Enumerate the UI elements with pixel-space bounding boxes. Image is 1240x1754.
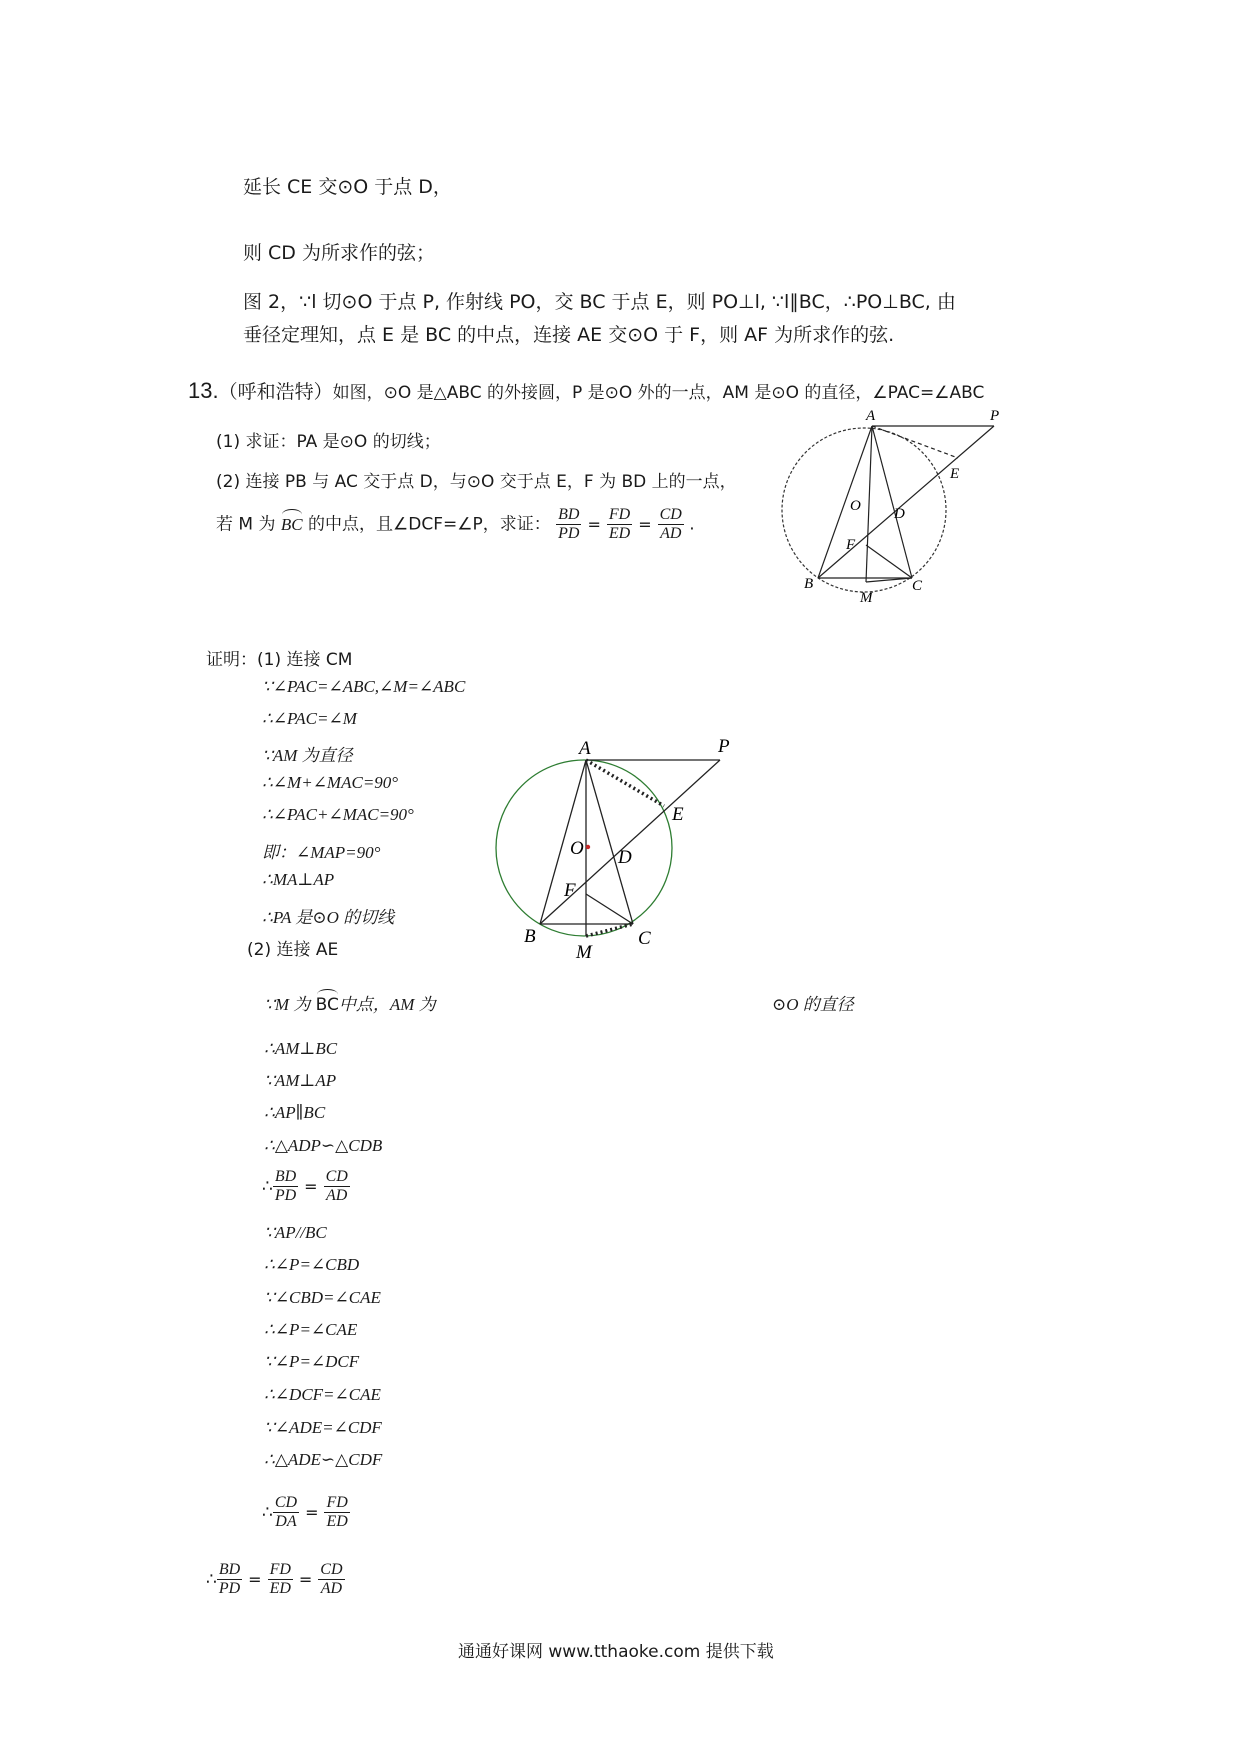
circle-o-green bbox=[496, 760, 672, 936]
part2-prefix: 若 M 为 bbox=[216, 514, 276, 535]
equals-sign: = bbox=[305, 1503, 319, 1522]
fraction-cd-ad: $\frac{CD}{AD}$ bbox=[325, 1168, 348, 1204]
arc-bc: BC bbox=[280, 514, 303, 534]
proof-intro: 证明：(1) 连接 CM bbox=[206, 650, 353, 670]
proof2-ratio-1: ∴ $\frac{BD}{PD}$ = $\frac{CD}{AD}$ bbox=[262, 1168, 348, 1204]
fraction-cd-ad: $\frac{CD}{AD}$ bbox=[320, 1561, 343, 1597]
problem-number: 13. bbox=[188, 378, 219, 403]
text-line-extend-ce: 延长 CE 交⊙O 于点 D， bbox=[243, 176, 452, 198]
label-p: P bbox=[718, 736, 730, 757]
proof-step-5: ∴∠PAC+∠MAC=90° bbox=[262, 805, 414, 824]
proof-step-3: ∵AM 为直径 bbox=[262, 746, 353, 765]
page-footer: 通通好课网 www.tthaoke.com 提供下载 bbox=[458, 1642, 774, 1662]
label-f: F bbox=[564, 880, 576, 901]
proof2-step-10: ∴∠P=∠CAE bbox=[264, 1320, 358, 1339]
proof2-step-2: ∴AM⊥BC bbox=[264, 1039, 338, 1058]
fraction-fd-ed: $\frac{FD}{ED}$ bbox=[326, 1494, 348, 1530]
circle-o-dashed bbox=[782, 428, 946, 592]
problem-source: （呼和浩特） bbox=[218, 381, 333, 403]
fraction-bd-pd: $\frac{BD}{PD}$ bbox=[558, 506, 580, 542]
proof2-step-5: ∴△ADP∽△CDB bbox=[264, 1136, 383, 1155]
proof2-step-13: ∵∠ADE=∠CDF bbox=[264, 1418, 382, 1437]
proof2-step-1: ∵M 为 BC中点，AM 为 bbox=[264, 995, 436, 1015]
segment-am bbox=[866, 426, 872, 582]
proof-step-2: ∴∠PAC=∠M bbox=[262, 709, 357, 728]
fraction-bd-pd: $\frac{BD}{PD}$ bbox=[218, 1561, 241, 1597]
problem-part-2-continued bbox=[216, 506, 695, 543]
proof2-step-1-end: ⊙O 的直径 bbox=[772, 995, 854, 1014]
proof-part-2-intro: (2) 连接 AE bbox=[247, 940, 339, 960]
label-a: A bbox=[866, 408, 876, 424]
text-line-figure2: 图 2，∵l 切⊙O 于点 P, 作射线 PO，交 BC 于点 E，则 PO⊥l, ∵l∥BC，∴PO⊥BC, 由 bbox=[243, 291, 956, 313]
label-o: O bbox=[570, 838, 584, 859]
proof-step-7: ∴MA⊥AP bbox=[262, 870, 335, 889]
proof-conclusion: ∴ $\frac{BD}{PD}$ = $\frac{FD}{ED}$ = $\frac{CD}{AD}$ bbox=[206, 1561, 343, 1597]
proof-step-6: 即：∠MAP=90° bbox=[262, 843, 381, 862]
fraction-cd-da: $\frac{CD}{DA}$ bbox=[274, 1494, 298, 1530]
label-c: C bbox=[638, 928, 651, 949]
fraction-bd-pd: $\frac{BD}{PD}$ bbox=[274, 1168, 297, 1204]
center-dot bbox=[586, 845, 590, 849]
label-d: D bbox=[618, 847, 632, 868]
proof2-step-12: ∴∠DCF=∠CAE bbox=[264, 1385, 381, 1404]
label-e: E bbox=[950, 466, 960, 482]
label-o: O bbox=[850, 498, 861, 514]
problem-figure bbox=[780, 400, 1020, 610]
proof-figure bbox=[490, 730, 750, 960]
proof2-step-9: ∵∠CBD=∠CAE bbox=[264, 1288, 381, 1307]
equals-sign: = bbox=[304, 1177, 318, 1196]
proof-step-1: ∵∠PAC=∠ABC,∠M=∠ABC bbox=[262, 677, 466, 696]
proof2-step-7: ∵AP//BC bbox=[264, 1223, 327, 1242]
part2-end: . bbox=[689, 514, 695, 535]
proof2-step-14: ∴△ADE∽△CDF bbox=[264, 1450, 383, 1469]
text-line-cd-chord: 则 CD 为所求作的弦； bbox=[243, 242, 435, 264]
proof2-step-4: ∴AP∥BC bbox=[264, 1103, 326, 1122]
label-p: P bbox=[990, 408, 1000, 424]
label-m: M bbox=[576, 942, 592, 960]
arc-bc: BC bbox=[315, 995, 339, 1015]
label-a: A bbox=[579, 738, 591, 759]
equals-sign: = bbox=[298, 1570, 313, 1589]
fraction-cd-ad: $\frac{CD}{AD}$ bbox=[659, 506, 682, 542]
problem-statement: 如图，⊙O 是△ABC 的外接圆，P 是⊙O 外的一点，AM 是⊙O 的直径，∠PAC=∠ABC bbox=[332, 383, 985, 403]
fraction-fd-ed: $\frac{FD}{ED}$ bbox=[608, 506, 631, 542]
label-f: F bbox=[846, 537, 856, 553]
segment-mc-dotted bbox=[586, 924, 633, 936]
label-b: B bbox=[804, 576, 814, 592]
proof2-step-11: ∵∠P=∠DCF bbox=[264, 1352, 360, 1371]
problem-part-2: (2) 连接 PB 与 AC 交于点 D，与⊙O 交于点 E，F 为 BD 上的一点， bbox=[216, 472, 737, 492]
label-d: D bbox=[894, 506, 905, 522]
text-line-perpendicular-theorem: 垂径定理知，点 E 是 BC 的中点，连接 AE 交⊙O 于 F，则 AF 为所求作的弦. bbox=[243, 324, 895, 346]
proof2-step-8: ∴∠P=∠CBD bbox=[264, 1255, 360, 1274]
proof2-step-3: ∵AM⊥AP bbox=[264, 1071, 337, 1090]
label-b: B bbox=[524, 926, 536, 947]
equals-sign: = bbox=[587, 515, 601, 534]
label-c: C bbox=[912, 578, 923, 594]
equals-sign: = bbox=[638, 515, 652, 534]
proof2-ratio-2: ∴ $\frac{CD}{DA}$ = $\frac{FD}{ED}$ bbox=[262, 1494, 348, 1530]
label-e: E bbox=[672, 804, 684, 825]
part2-mid: 的中点，且∠DCF=∠P，求证： bbox=[308, 514, 551, 535]
problem-part-1: (1) 求证：PA 是⊙O 的切线； bbox=[216, 432, 441, 452]
proof-step-4: ∴∠M+∠MAC=90° bbox=[262, 773, 399, 792]
equals-sign: = bbox=[248, 1570, 262, 1589]
fraction-fd-ed: $\frac{FD}{ED}$ bbox=[269, 1561, 291, 1597]
label-m: M bbox=[860, 590, 873, 606]
proof-step-8: ∴PA 是⊙O 的切线 bbox=[262, 908, 395, 927]
